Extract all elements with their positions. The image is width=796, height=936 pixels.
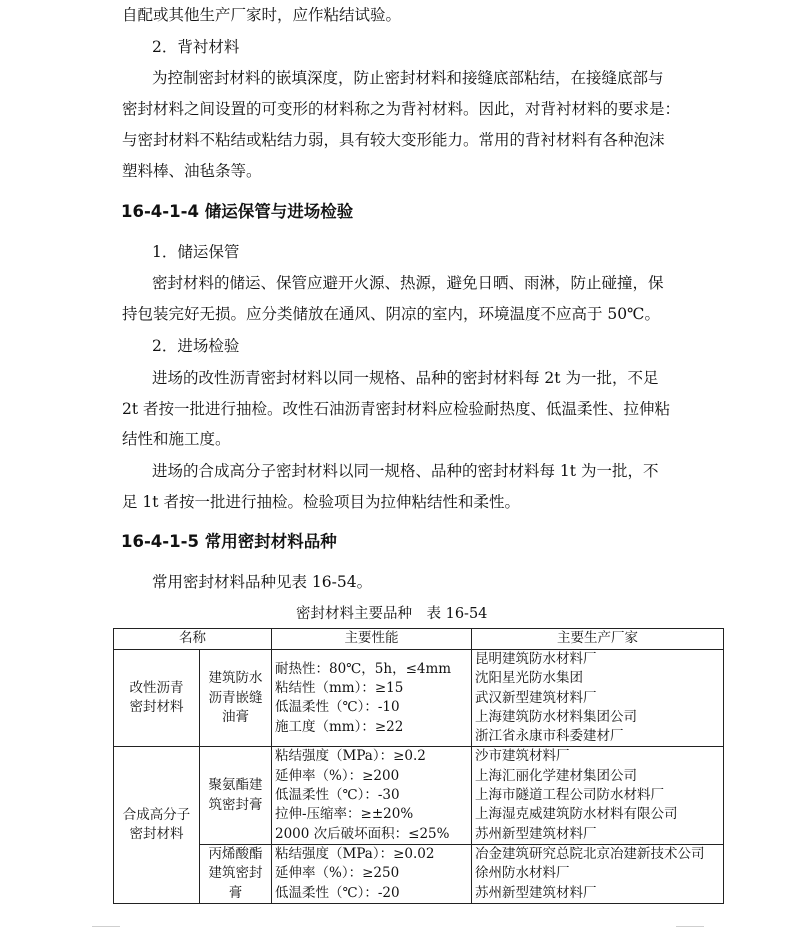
maker-line: 上海湿克威建筑防水材料有限公司 [475, 806, 678, 823]
category-cell [114, 650, 200, 747]
maker-line: 上海汇丽化学建材集团公司 [475, 767, 637, 784]
product-name-line: 膏 [228, 884, 243, 901]
product-name-line: 建筑防水 [208, 670, 263, 687]
paragraph-line: 足 1t 者按一批进行抽检。检验项目为拉伸粘结性和柔性。 [122, 493, 520, 511]
product-name-line: 沥青嵌缝 [208, 689, 263, 706]
maker-line: 上海市隧道工程公司防水材料厂 [475, 787, 664, 804]
property-line: 粘结强度（MPa）：≥0.2 [275, 748, 426, 765]
maker-line: 苏州新型建筑材料厂 [475, 884, 597, 901]
maker-line: 上海建筑防水材料集团公司 [475, 708, 637, 725]
table-row [114, 747, 724, 844]
product-name-line: 聚氨酯建 [208, 777, 263, 794]
table-header-row [114, 629, 724, 650]
makers-cell [472, 844, 724, 903]
property-line: 2000 次后破坏面积：≤25% [275, 825, 450, 842]
properties-cell [272, 844, 472, 903]
product-name-cell [200, 747, 272, 844]
category-line: 密封材料 [129, 826, 184, 843]
properties-cell [272, 747, 472, 844]
paragraph-line: 塑料棒、油毡条等。 [122, 162, 262, 180]
paragraph-line: 进场的合成高分子密封材料以同一规格、品种的密封材料每 1t 为一批，不 [152, 462, 659, 480]
table-caption: 密封材料主要品种 表 16-54 [296, 606, 488, 622]
property-line: 粘结性（mm）：≥15 [275, 679, 404, 696]
paragraph-line: 密封材料之间设置的可变形的材料称之为背衬材料。因此，对背衬材料的要求是： [122, 100, 681, 118]
paragraph-line: 与密封材料不粘结或粘结力弱，具有较大变形能力。常用的背衬材料有各种泡沫 [122, 131, 665, 149]
maker-line: 徐州防水材料厂 [475, 865, 570, 882]
table-row [114, 650, 724, 747]
category-cell [114, 747, 200, 903]
paragraph-line: 常用密封材料品种见表 16-54。 [152, 573, 373, 591]
product-name-cell [200, 650, 272, 747]
property-line: 施工度（mm）：≥22 [275, 718, 404, 735]
paragraph-line: 2t 者按一批进行抽检。改性石油沥青密封材料应检验耐热度、低温柔性、拉伸粘 [122, 400, 671, 418]
paragraph-line: 进场的改性沥青密封材料以同一规格、品种的密封材料每 2t 为一批，不足 [152, 369, 659, 387]
property-line: 拉伸-压缩率：≥±20% [275, 806, 414, 823]
maker-line: 浙江省永康市科委建材厂 [475, 728, 624, 745]
property-line: 低温柔性（℃）：-20 [275, 884, 400, 901]
maker-line: 武汉新型建筑材料厂 [475, 689, 597, 706]
paragraph-line: 持包装完好无损。应分类储放在通风、阴凉的室内，环境温度不应高于 50℃。 [122, 305, 660, 323]
category-line: 改性沥青 [129, 679, 184, 696]
product-name-line: 油膏 [222, 708, 249, 725]
materials-table [113, 628, 724, 904]
maker-line: 苏州新型建筑材料厂 [475, 825, 597, 842]
properties-cell [272, 650, 472, 747]
table-row [114, 844, 724, 903]
property-line: 耐热性：80℃，5h，≤4mm [275, 660, 452, 677]
product-name-cell [200, 844, 272, 903]
header-makers: 主要生产厂家 [472, 629, 724, 650]
product-name-line: 筑密封膏 [208, 796, 263, 813]
property-line: 延伸率（%）：≥200 [275, 767, 400, 784]
section-heading: 16-4-1-4 储运保管与进场检验 [121, 202, 354, 221]
header-properties: 主要性能 [272, 629, 472, 650]
maker-line: 昆明建筑防水材料厂 [475, 651, 597, 667]
property-line: 粘结强度（MPa）：≥0.02 [275, 845, 435, 862]
list-item-title: 2．进场检验 [152, 337, 240, 355]
maker-line: 沈阳星光防水集团 [475, 670, 583, 687]
maker-line: 沙市建筑材料厂 [475, 748, 570, 765]
property-line: 低温柔性（℃）：-30 [275, 787, 400, 804]
makers-cell [472, 650, 724, 747]
paragraph-line: 为控制密封材料的嵌填深度，防止密封材料和接缝底部粘结，在接缝底部与 [152, 69, 664, 87]
list-item-title: 2．背衬材料 [152, 38, 240, 56]
paragraph-line: 结性和施工度。 [122, 430, 231, 448]
product-name-line: 建筑密封 [208, 865, 263, 882]
property-line: 延伸率（%）：≥250 [275, 865, 400, 882]
product-name-line: 丙烯酸酯 [208, 845, 263, 862]
header-name: 名称 [114, 629, 272, 650]
maker-line: 冶金建筑研究总院北京冶建新技术公司 [475, 845, 705, 862]
paragraph-line: 自配或其他生产厂家时，应作粘结试验。 [122, 6, 402, 24]
makers-cell [472, 747, 724, 844]
list-item-title: 1．储运保管 [152, 243, 240, 261]
section-heading: 16-4-1-5 常用密封材料品种 [121, 532, 337, 551]
property-line: 低温柔性（℃）：-10 [275, 699, 400, 716]
category-line: 密封材料 [129, 699, 184, 716]
category-line: 合成高分子 [122, 806, 191, 823]
paragraph-line: 密封材料的储运、保管应避开火源、热源，避免日晒、雨淋，防止碰撞，保 [152, 274, 664, 292]
